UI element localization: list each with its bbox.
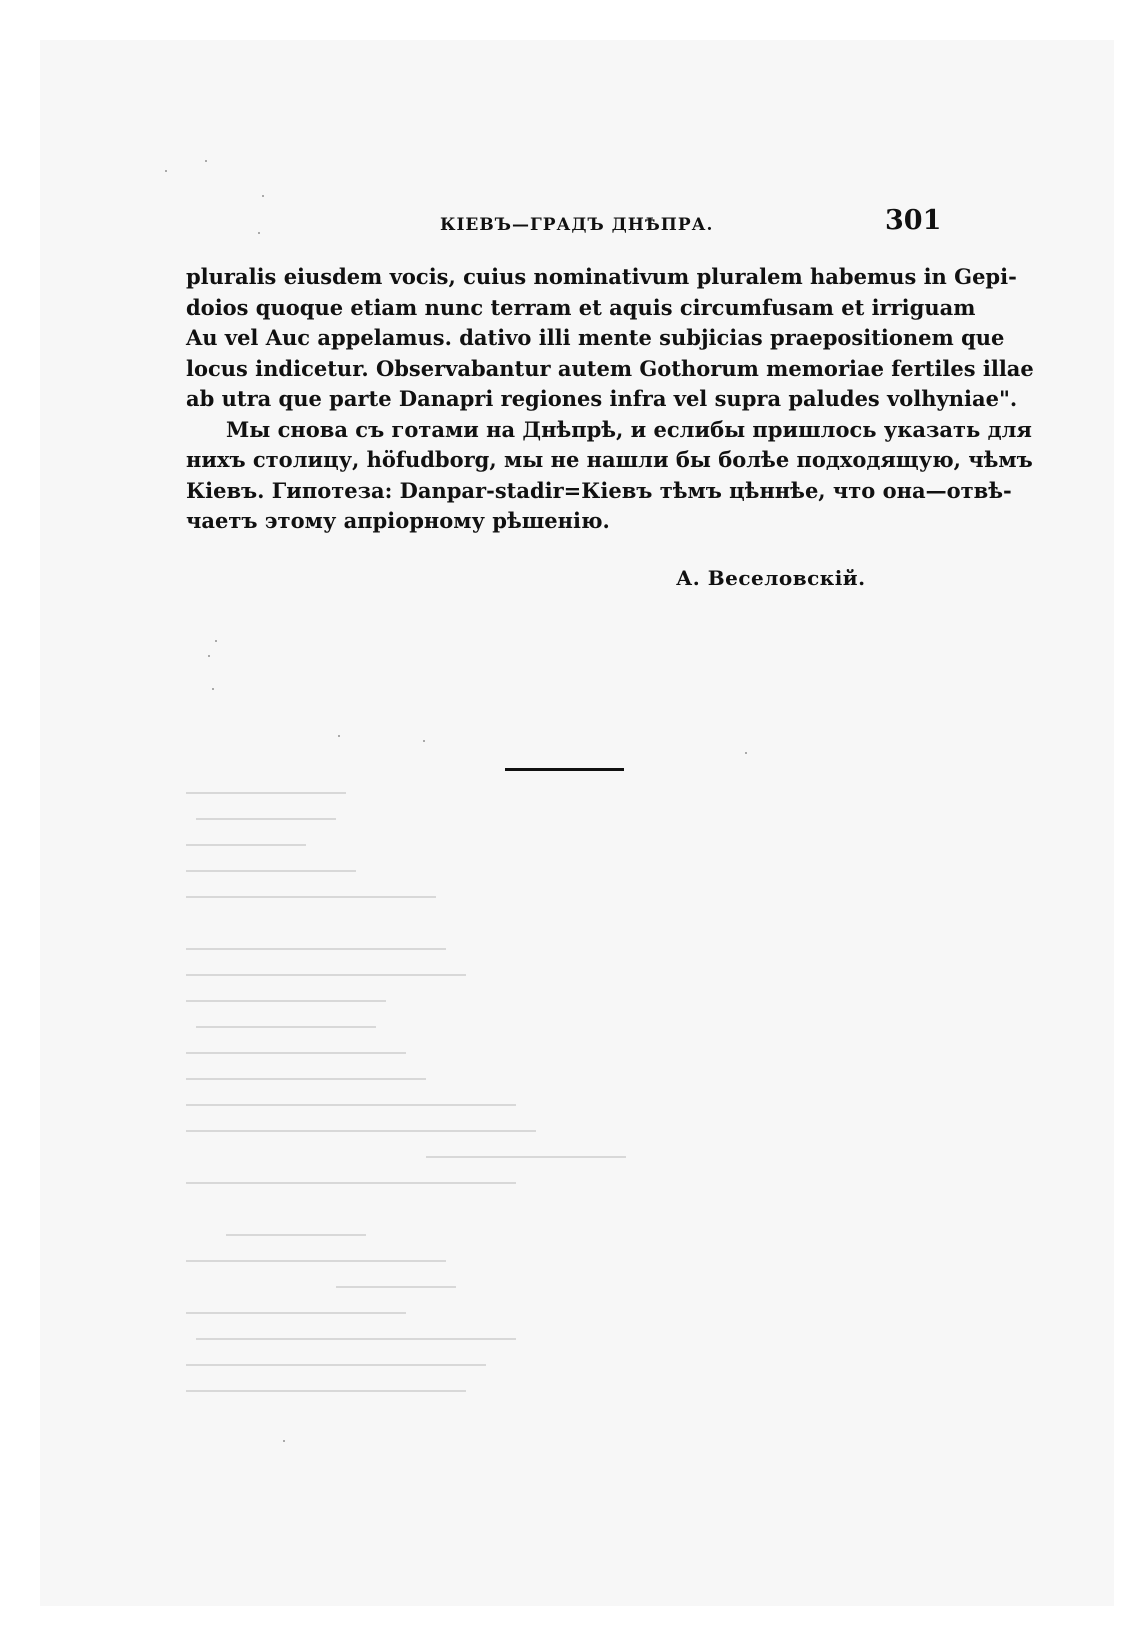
author-signature: А. Веселовскій. [676, 566, 866, 590]
russian-line: чаетъ этому апріорному рѣшенію. [186, 508, 610, 533]
russian-line: нихъ столицу, höfudborg, мы не нашли бы болѣе подходящую, чѣмъ [186, 447, 1033, 472]
latin-line: ab utra que parte Danapri regiones infra vel supra paludes volhyniae". [186, 386, 1018, 411]
latin-line: pluralis eiusdem vocis, cuius nominativum pluralem habemus in Gepi- [186, 264, 1017, 289]
russian-line: Мы снова съ готами на Днѣпрѣ, и еслибы пришлось указать для [226, 416, 1032, 442]
show-through-text [186, 780, 886, 1400]
russian-line: Кіевъ. Гипотеза: Danpar-stadir=Кіевъ тѣмъ цѣннѣе, что она—отвѣ- [186, 477, 1012, 503]
body-text [186, 262, 1034, 537]
section-divider [505, 768, 624, 771]
latin-line: locus indicetur. Observabantur autem Gothorum memoriae fertiles illae [186, 355, 1034, 381]
latin-line: Au vel Auc appelamus. dativo illi mente subjicias praepositionem que [186, 325, 1005, 350]
running-head: КІЕВЪ—ГРАДЪ ДНѢПРА. [440, 215, 714, 235]
latin-line: doios quoque etiam nunc terram et aquis circumfusam et irriguam [186, 294, 976, 320]
page-number: 301 [885, 205, 942, 236]
